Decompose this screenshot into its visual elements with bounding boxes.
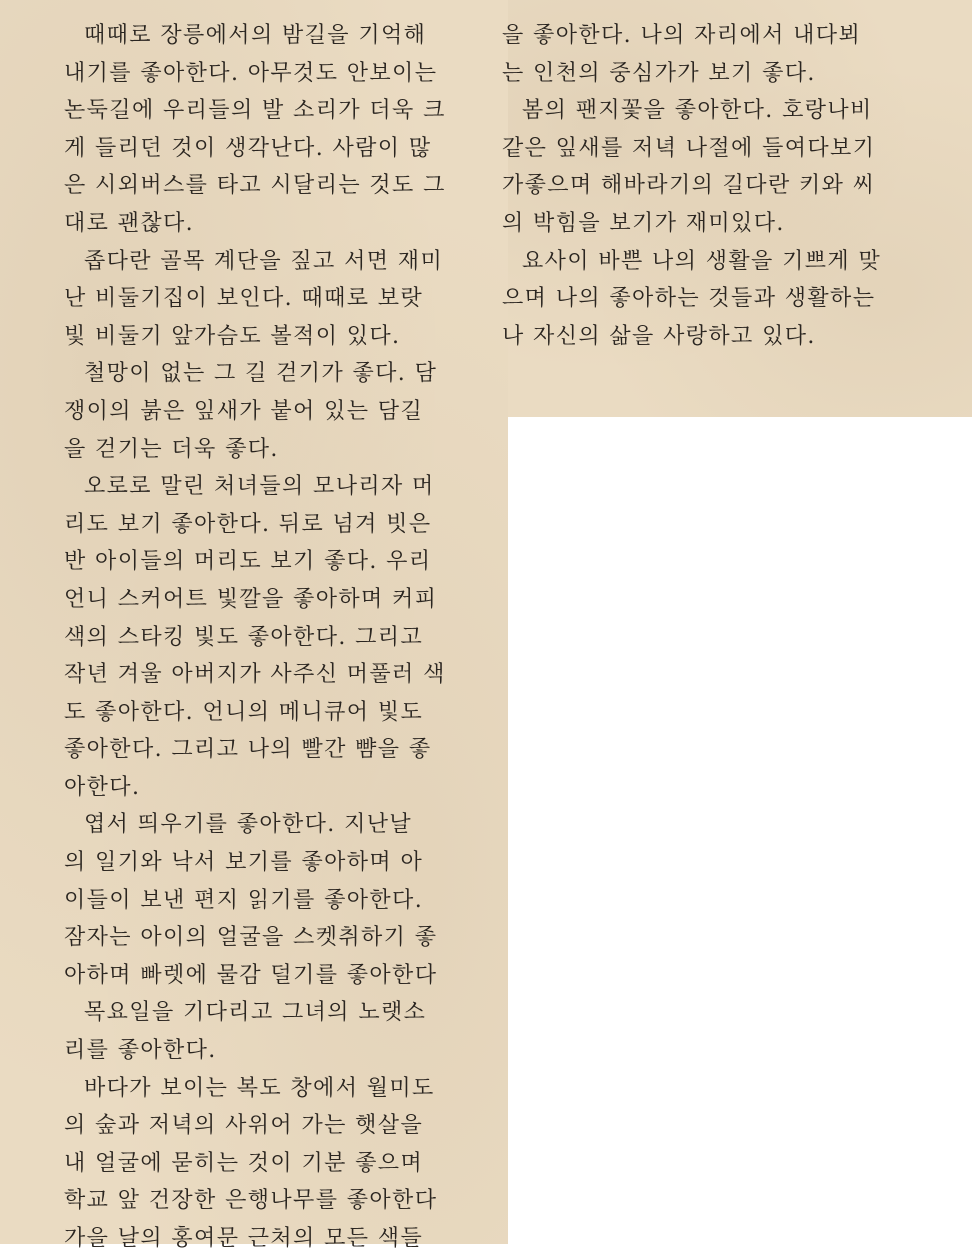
text-line: 바다가 보이는 복도 창에서 월미도 bbox=[84, 1075, 435, 1101]
text-line: 빛 비둘기 앞가슴도 볼적이 있다. bbox=[64, 323, 401, 349]
text-line: 좋아한다. 그리고 나의 빨간 뺨을 좋 bbox=[64, 737, 432, 763]
text-line: 가을 날의 홍여문 근처의 모든 색들 bbox=[64, 1226, 424, 1251]
text-line: 내 얼굴에 묻히는 것이 기분 좋으며 bbox=[64, 1150, 424, 1176]
text-line: 언니 스커어트 빛깔을 좋아하며 커피 bbox=[64, 586, 438, 612]
text-line: 을 좋아한다. 나의 자리에서 내다뵈 bbox=[502, 23, 862, 48]
text-line: 아하며 빠렛에 물감 덜기를 좋아한다 bbox=[64, 962, 438, 988]
text-line: 학교 앞 건장한 은행나무를 좋아한다 bbox=[64, 1188, 438, 1214]
text-line: 작년 겨울 아버지가 사주신 머풀러 색 bbox=[64, 662, 446, 688]
text-line: 나 자신의 삶을 사랑하고 있다. bbox=[502, 323, 816, 349]
text-line: 같은 잎새를 저녁 나절에 들여다보기 bbox=[502, 135, 876, 161]
text-line: 논둑길에 우리들의 발 소리가 더욱 크 bbox=[64, 98, 446, 124]
text-line: 내기를 좋아한다. 아무것도 안보이는 bbox=[64, 60, 438, 86]
text-line: 도 좋아한다. 언니의 메니큐어 빛도 bbox=[64, 699, 424, 725]
text-line: 잠자는 아이의 얼굴을 스켓취하기 좋 bbox=[64, 925, 438, 951]
text-line: 철망이 없는 그 길 걷기가 좋다. 담 bbox=[84, 361, 438, 387]
text-line: 쟁이의 붉은 잎새가 붙어 있는 담길 bbox=[64, 398, 424, 424]
text-line: 의 박힘을 보기가 재미있다. bbox=[502, 210, 785, 236]
text-line: 요사이 바쁜 나의 생활을 기쁘게 맞 bbox=[522, 248, 882, 274]
text-line: 게 들리던 것이 생각난다. 사람이 많 bbox=[64, 135, 432, 161]
text-line: 때때로 장릉에서의 밤길을 기억해 bbox=[84, 23, 427, 48]
text-line: 의 숲과 저녁의 사위어 가는 햇살을 bbox=[64, 1113, 424, 1139]
text-line: 은 시외버스를 타고 시달리는 것도 그 bbox=[64, 173, 446, 199]
right-text-column bbox=[502, 17, 922, 355]
text-line: 가좋으며 해바라기의 길다란 키와 씨 bbox=[502, 173, 876, 199]
text-line: 대로 괜찮다. bbox=[64, 210, 195, 236]
text-line: 목요일을 기다리고 그녀의 노랫소 bbox=[84, 1000, 427, 1026]
text-line: 봄의 팬지꽃을 좋아한다. 호랑나비 bbox=[522, 98, 873, 124]
text-line: 을 걷기는 더욱 좋다. bbox=[64, 436, 279, 462]
text-line: 오로로 말린 처녀들의 모나리자 머 bbox=[84, 474, 435, 500]
text-line: 으며 나의 좋아하는 것들과 생활하는 bbox=[502, 286, 876, 312]
text-line: 엽서 띄우기를 좋아한다. 지난날 bbox=[84, 812, 413, 838]
text-line: 색의 스타킹 빛도 좋아한다. 그리고 bbox=[64, 624, 424, 650]
text-line: 리를 좋아한다. bbox=[64, 1038, 217, 1064]
left-text-column bbox=[64, 17, 484, 1258]
text-line: 아한다. bbox=[64, 774, 141, 800]
text-line: 는 인천의 중심가가 보기 좋다. bbox=[502, 60, 816, 86]
text-line: 반 아이들의 머리도 보기 좋다. 우리 bbox=[64, 549, 432, 575]
text-line: 의 일기와 낙서 보기를 좋아하며 아 bbox=[64, 850, 424, 876]
text-line: 난 비둘기집이 보인다. 때때로 보랏 bbox=[64, 286, 424, 312]
text-line: 리도 보기 좋아한다. 뒤로 넘겨 빗은 bbox=[64, 511, 432, 537]
text-line: 좁다란 골목 계단을 짚고 서면 재미 bbox=[84, 248, 444, 274]
text-line: 이들이 보낸 편지 읽기를 좋아한다. bbox=[64, 887, 424, 913]
